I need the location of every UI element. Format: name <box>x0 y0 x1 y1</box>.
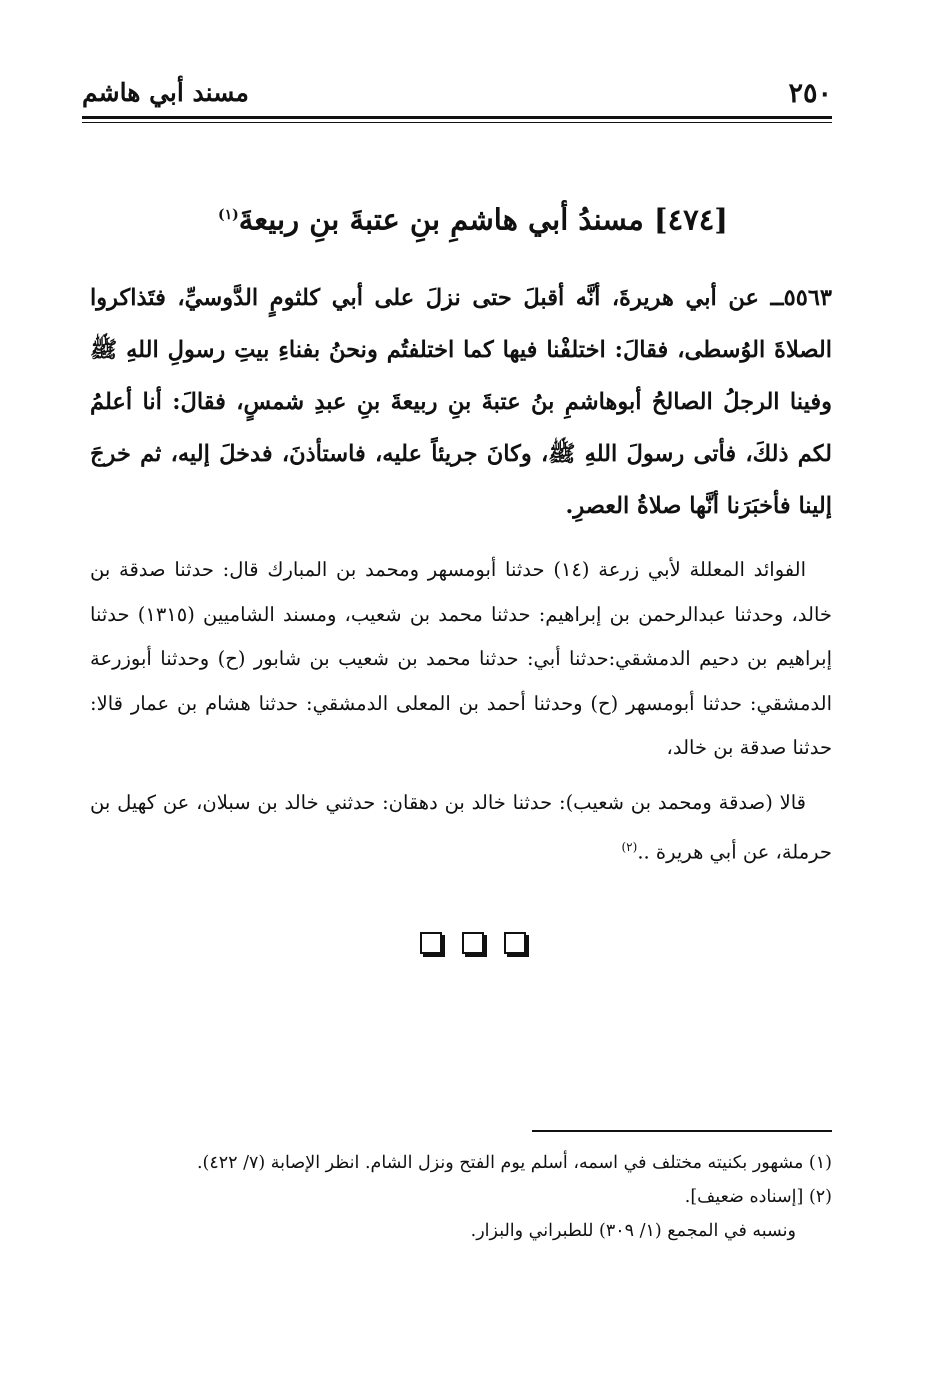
running-title: مسند أبي هاشم <box>82 78 249 107</box>
header-rule <box>82 116 832 119</box>
page-header <box>82 78 832 116</box>
hadith-text: ٥٥٦٣ــ عن أبي هريرةَ، أنَّه أقبلَ حتى نزلَ على أبي كلثومٍ الدَّوسيِّ، فتَذاكروا الصلاةَ الوُسطى، فقالَ: اختلفْنا فيها كما اختلفتُم ونحنُ بفناءِ بيتِ رسولِ اللهِ ﷺ وفينا الرجلُ الصالحُ أبوهاشمِ بنُ عتبةَ بنِ ربيعةَ بنِ عبدِ شمسٍ، فقالَ: أنا أعلمُ لكم ذلكَ، فأتى رسولَ اللهِ ﷺ، وكانَ جريئاً عليه، فاستأذنَ، فدخلَ إليه، ثم خرجَ إلينا فأخبَرَنا أنَّها صلاةُ العصرِ. <box>90 285 832 519</box>
section-end-marks <box>0 932 946 954</box>
footnote-ref-2: (٢) <box>621 840 638 854</box>
header-rule-thin <box>82 122 832 123</box>
takhrij-block <box>90 548 832 875</box>
footnotes <box>90 1146 832 1248</box>
page-number: ٢٥٠ <box>788 78 832 109</box>
square-ornament-icon <box>462 932 484 954</box>
footnote-2-continued: ونسبه في المجمع (١/ ٣٠٩) للطبراني والبزار. <box>470 1221 796 1241</box>
square-ornament-icon <box>420 932 442 954</box>
section-heading-text: [٤٧٤] مسندُ أبي هاشمِ بنِ عتبةَ بنِ ربيعةَ <box>238 202 729 237</box>
takhrij-paragraph-2-wrap <box>90 781 832 876</box>
footnote-ref-1: (١) <box>217 207 239 223</box>
square-ornament-icon <box>504 932 526 954</box>
section-heading <box>100 193 846 242</box>
takhrij-paragraph-2: قالا (صدقة ومحمد بن شعيب): حدثنا خالد بن دهقان: حدثني خالد بن سبلان، عن كهيل بن حرملة، عن أبي هريرة .. <box>90 790 832 864</box>
footnote-1: (١) مشهور بكنيته مختلف في اسمه، أسلم يوم الفتح ونزل الشام. انظر الإصابة (٧/ ٤٢٢). <box>196 1153 832 1173</box>
footnote-2: (٢) [إسناده ضعيف]. <box>684 1187 832 1207</box>
footnote-rule <box>532 1130 832 1132</box>
takhrij-paragraph-1: الفوائد المعللة لأبي زرعة (١٤) حدثنا أبومسهر ومحمد بن المبارك قال: حدثنا صدقة بن خالد، وحدثنا عبدالرحمن بن إبراهيم: حدثنا محمد بن شعيب، ومسند الشاميين (١٣١٥) حدثنا إبراهيم بن دحيم الدمشقي:حدثنا أبي: حدثنا محمد بن شعيب بن شابور (ح) وحدثنا أبوزرعة الدمشقي: حدثنا أبومسهر (ح) وحدثنا أحمد بن المعلى الدمشقي: حدثنا هشام بن عمار قالا: حدثنا صدقة بن خالد، <box>90 558 832 759</box>
